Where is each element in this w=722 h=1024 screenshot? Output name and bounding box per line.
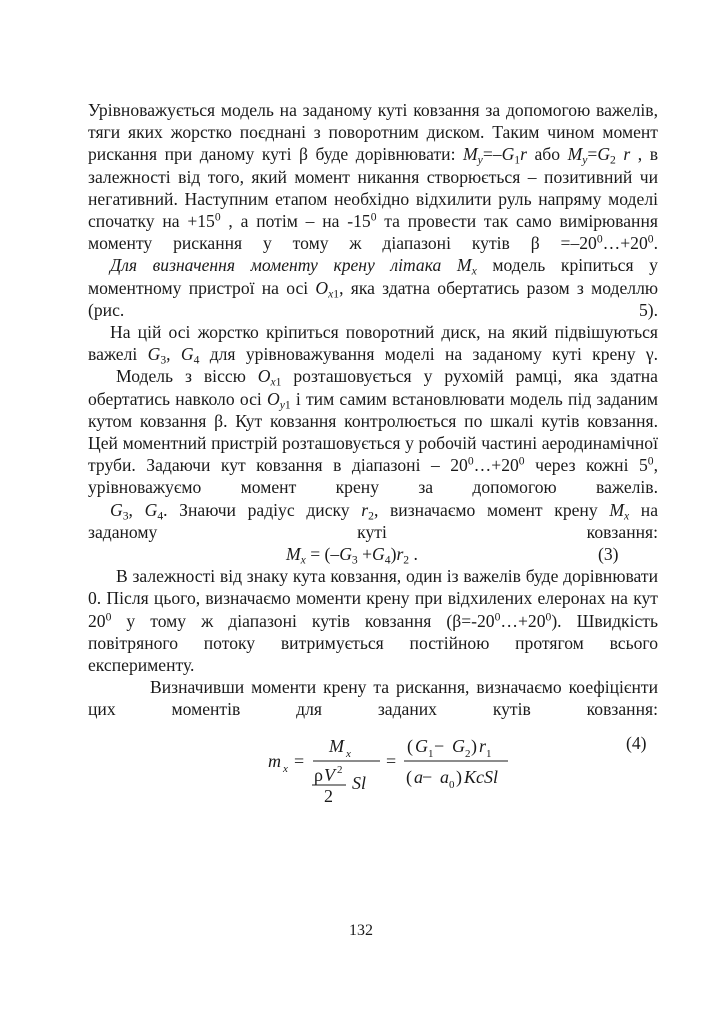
subscript: 1 xyxy=(275,375,282,389)
page-body xyxy=(88,99,658,805)
subscript: x xyxy=(300,553,306,567)
paragraph-yaw-moment xyxy=(88,99,658,254)
eq4-num2-minus: − xyxy=(434,735,445,756)
subscript: 1 xyxy=(514,153,521,167)
equation-3-formula xyxy=(286,543,418,565)
symbol-M: M xyxy=(286,544,301,565)
symbol-G: G xyxy=(339,544,352,565)
text: і тим самим встановлювати модель під заданим кутом ковзання β. Кут ковзання контролюється по шкалі кутів ковзання. Цей моментний пристрій розташовується у робочій частині аеродинамічної труби. Задаючи кут ковзання в діапазоні – 20 xyxy=(88,388,658,476)
text: Модель з віссю xyxy=(116,366,258,387)
eq4-rho: ρ xyxy=(314,764,323,785)
superscript: 0 xyxy=(647,454,654,468)
eq4-num2-G2: G xyxy=(452,735,465,756)
eq4-den2-a0: a xyxy=(440,766,449,787)
symbol-M: M xyxy=(456,255,472,276)
eq4-num1-sub: x xyxy=(346,747,351,760)
eq4-den2-rest: KcSl xyxy=(464,766,498,787)
equation-4-formula xyxy=(268,723,568,805)
superscript: 0 xyxy=(214,210,221,224)
subscript: 4 xyxy=(193,353,200,367)
text: , xyxy=(166,344,181,365)
symbol-G: G xyxy=(110,499,123,520)
symbol-G: G xyxy=(372,544,385,565)
superscript: 0 xyxy=(647,232,654,246)
subscript: y xyxy=(279,398,285,412)
italic-text: Для визначення моменту крену літака xyxy=(110,255,457,276)
text: , яка здатна обертатись разом з моделлю (рис. 5). xyxy=(88,277,658,320)
text: …+20 xyxy=(500,610,546,631)
text: …+20 xyxy=(473,455,519,476)
superscript: 0 xyxy=(518,454,525,468)
subscript: 2 xyxy=(403,553,410,567)
symbol-O: O xyxy=(266,388,280,409)
text: ) xyxy=(390,544,397,565)
symbol-r: r xyxy=(396,544,404,565)
subscript: 4 xyxy=(157,509,164,523)
eq4-num2-G1-sub: 1 xyxy=(428,747,434,760)
eq4-lhs: m xyxy=(268,750,281,771)
symbol-r: r xyxy=(520,144,527,165)
text: ). Швидкість повітряного потоку витримується постійною протягом всього експерименту. xyxy=(88,610,658,676)
superscript: 0 xyxy=(545,610,552,624)
subscript: 3 xyxy=(160,353,167,367)
text: . Знаючи радіус диску xyxy=(163,499,362,520)
eq4-num2-close: ) xyxy=(471,735,477,756)
symbol-O: O xyxy=(315,277,329,298)
superscript: 0 xyxy=(494,610,501,624)
eq4-num1: M xyxy=(329,735,344,756)
paragraph-coefficients xyxy=(88,676,658,720)
symbol-r: r xyxy=(615,144,631,165)
subscript: y xyxy=(582,153,588,167)
equation-3 xyxy=(88,543,658,565)
page-number: 132 xyxy=(349,922,373,939)
subscript: 3 xyxy=(351,553,358,567)
text: , а потім – на -15 xyxy=(220,211,371,232)
eq4-den2-close: ) xyxy=(456,766,462,787)
eq4-equals-1: = xyxy=(294,750,305,771)
eq4-num2-open: ( xyxy=(407,735,413,756)
text: = xyxy=(587,144,598,165)
text: , xyxy=(128,499,145,520)
symbol-O: O xyxy=(257,366,271,387)
superscript: 0 xyxy=(105,610,112,624)
superscript: 0 xyxy=(596,232,603,246)
text: В залежності від знаку кута ковзання, один із важелів буде дорівнювати 0. Після цього, визначаємо моменти крену при відхилених елеронах на кут 20 xyxy=(88,566,658,631)
subscript: x xyxy=(270,375,276,389)
subscript: 1 xyxy=(333,287,340,301)
eq4-num2-r: r xyxy=(479,735,487,756)
text: або xyxy=(526,144,568,165)
text: . xyxy=(653,233,658,254)
equation-number: (4) xyxy=(626,732,647,753)
subscript: 3 xyxy=(122,509,129,523)
subscript: x xyxy=(471,264,477,278)
eq4-equals-2: = xyxy=(386,750,397,771)
eq4-den2-open: ( xyxy=(406,766,412,787)
text: На цій осі жорстко кріпиться поворотний диск, на який підвішуються важелі xyxy=(88,322,658,365)
eq4-den2-a: a xyxy=(414,766,423,787)
eq4-den2-minus: − xyxy=(422,766,433,787)
eq4-num2-r-sub: 1 xyxy=(486,747,492,760)
subscript: 4 xyxy=(384,553,391,567)
text: . xyxy=(409,544,418,565)
paragraph-rotary-disk xyxy=(88,321,658,365)
eq4-two: 2 xyxy=(324,785,333,806)
text: …+20 xyxy=(602,233,648,254)
text: =– xyxy=(482,144,502,165)
symbol-r: r xyxy=(361,499,369,520)
subscript: 2 xyxy=(610,153,616,167)
symbol-G: G xyxy=(147,344,161,365)
text: та провести так само вимірювання моменту рискання у тому ж діапазоні кутів β =–20 xyxy=(88,211,658,254)
text: , в залежності від того, який момент никання створюється – позитивний чи негативний. Наступним етапом необхідно відхилити руль напряму моделі спочатку на +15 xyxy=(88,144,659,232)
paragraph-roll-moment xyxy=(88,254,658,321)
symbol-G: G xyxy=(180,344,194,365)
paragraph-model-frame xyxy=(88,365,658,498)
symbol-M: M xyxy=(463,144,478,165)
symbol-M: M xyxy=(567,144,583,165)
text: + xyxy=(357,544,373,565)
subscript: x xyxy=(623,509,630,523)
eq4-num2-G2-sub: 2 xyxy=(465,747,471,760)
text: Урівноважується модель на заданому куті ковзання за допомогою важелів, тяги яких жорстко поєднані з поворотним диском. Таким чином момент рискання при даному куті β буде дорівнювати: xyxy=(88,100,658,165)
eq4-lhs-sub: x xyxy=(283,762,288,775)
eq4-Sl: Sl xyxy=(352,772,367,793)
subscript: x xyxy=(328,287,334,301)
text: = (– xyxy=(305,544,340,565)
text: у тому ж діапазоні кутів ковзання (β=-20 xyxy=(111,610,495,631)
equation-number: (3) xyxy=(598,544,619,565)
text: Визначивши моменти крену та рискання, визначаємо коефіцієнти цих моментів для заданих кутів ковзання: xyxy=(88,677,658,720)
symbol-G: G xyxy=(501,144,515,165)
text: для урівноважування моделі на заданому куті крену γ. xyxy=(199,344,658,365)
eq4-den2-a0-sub: 0 xyxy=(449,778,455,791)
symbol-M: M xyxy=(609,499,624,520)
symbol-G: G xyxy=(597,144,611,165)
subscript: y xyxy=(477,153,483,167)
superscript: 0 xyxy=(370,210,377,224)
equation-4 xyxy=(88,723,658,805)
paragraph-disk-radius xyxy=(88,499,658,543)
subscript: 1 xyxy=(284,398,291,412)
text: через кожні 5 xyxy=(524,455,648,476)
subscript: 2 xyxy=(368,509,374,523)
text: , урівноважуємо момент крену за допомогою важелів. xyxy=(88,455,658,498)
text: , визначаємо момент крену xyxy=(373,499,610,520)
text: на заданому куті ковзання: xyxy=(88,499,659,542)
superscript: 0 xyxy=(467,454,474,468)
text: модель кріпиться у моментному пристрої на осі xyxy=(88,255,658,298)
eq4-V-sup: 2 xyxy=(337,763,343,776)
eq4-V: V xyxy=(324,764,335,785)
text: розташовується у рухомій рамці, яка здатна обертатись навколо осі xyxy=(88,366,658,409)
symbol-G: G xyxy=(144,499,158,520)
eq4-num2-G1: G xyxy=(415,735,428,756)
paragraph-ailerons xyxy=(88,565,658,676)
